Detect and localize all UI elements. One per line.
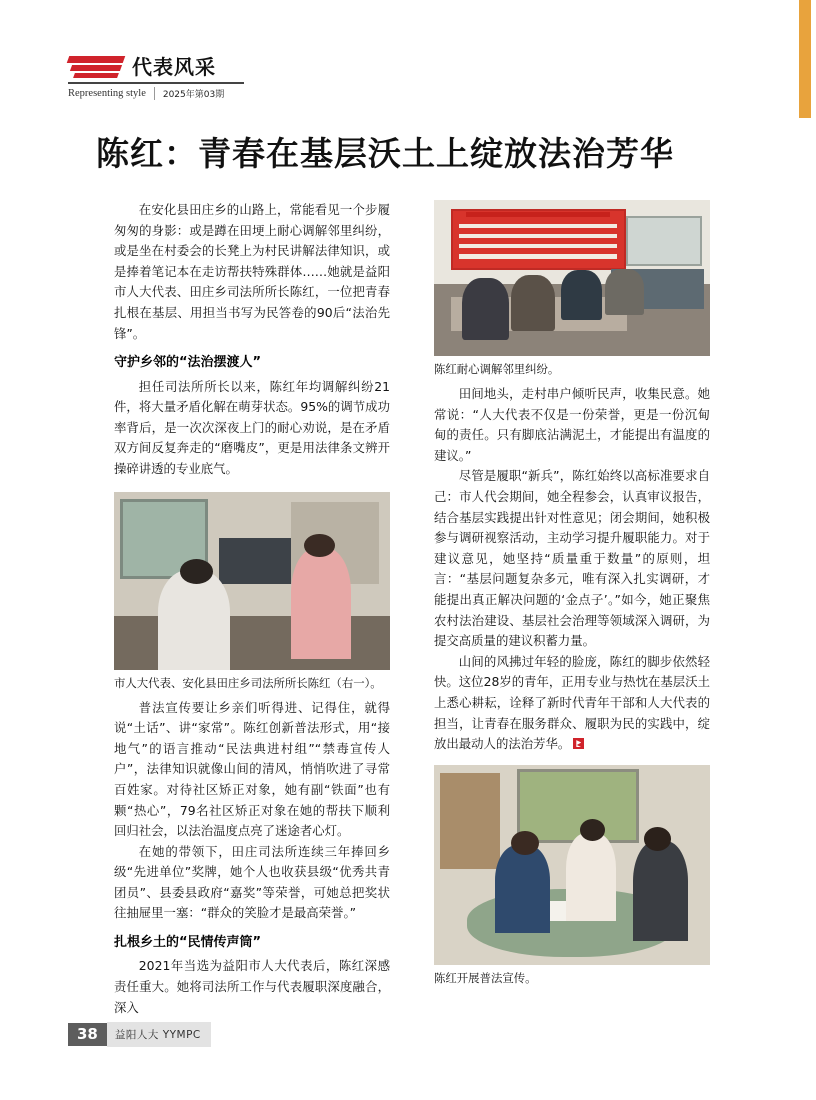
end-mark-icon [573, 738, 584, 749]
masthead-subline [68, 87, 248, 100]
photo-legal-publicity [434, 765, 710, 965]
subheading: 扎根乡土的“民情传声筒” [114, 935, 262, 951]
paragraph: 担任司法所所长以来，陈红年均调解纠纷21件，将大量矛盾化解在萌芽状态。95%的调节成功率背后，是一次次深夜上门的耐心劝说，是在矛盾双方间反复奔走的“磨嘴皮”，更是用法律条文辨开操碎讲透的专业底气。 [114, 378, 390, 476]
paragraph: 在安化县田庄乡的山路上，常能看见一个步履匆匆的身影：或是蹲在田埂上耐心调解邻里纠纷，或是坐在村委会的长凳上为村民讲解法律知识，或是捧着笔记本在走访帮扶特殊群体……她就是益阳市人大代表、田庄乡司法所所长陈红，一位把青春扎根在基层、用担当书写为民答卷的90后“法治先锋”。 [114, 202, 390, 341]
page-title: 陈红：青春在基层沃土上绽放法治芳华 [96, 134, 674, 173]
left-column [114, 200, 390, 1018]
masthead-title-en: Representing style [68, 88, 146, 99]
photo-office [114, 492, 390, 670]
masthead-issue: 2025年第03期 [154, 87, 224, 100]
red-flag-icon [68, 56, 124, 78]
paragraph: 普法宣传要让乡亲们听得进、记得住，就得说“土话”、讲“家常”。陈红创新普法形式，用“接地气”的语言推动“民法典进村组”“禁毒宣传人户”，法律知识就像山间的清风，悄悄吹进了寻常百姓家。对待社区矫正对象，她有副“铁面”也有颗“热心”，79名社区矫正对象在她的帮扶下顺利回归社会，以法治温度点亮了迷途者心灯。 [114, 699, 390, 839]
photo-meeting-caption: 陈红耐心调解邻里纠纷。 [434, 362, 560, 376]
paragraph-text: 山间的风拂过年轻的脸庞，陈红的脚步依然轻快。这位28岁的青年，正用专业与热忱在基层沃土上悉心耕耘，诠释了新时代青年干部和人大代表的担当，让青春在服务群众、履职为民的实践中，绽放出最动人的法治芳华。 [434, 653, 710, 752]
right-column [434, 200, 710, 993]
footer [68, 1022, 211, 1047]
publication-name: 益阳人大 YYMPC [107, 1022, 211, 1047]
photo-office-caption: 市人大代表、安化县田庄乡司法所所长陈红（右一）。 [114, 675, 382, 690]
masthead-title-cn: 代表风采 [132, 55, 216, 79]
photo-meeting [434, 200, 710, 356]
subheading: 守护乡邻的“法治摆渡人” [114, 355, 262, 371]
paragraph: 2021年当选为益阳市人大代表后，陈红深感责任重大。她将司法所工作与代表履职深度融合，深入 [114, 958, 390, 1015]
paragraph: 在她的带领下，田庄司法所连续三年捧回乡级“先进单位”奖牌，她个人也收获县级“优秀共青团员”、县委县政府“嘉奖”等荣誉，可她总把奖状往抽屉里一塞：“群众的笑脸才是最高荣誉。” [114, 843, 390, 921]
masthead-top [68, 52, 248, 78]
page-edge-bar [794, 0, 816, 1100]
paragraph: 尽管是履职“新兵”，陈红始终以高标准要求自己：市人代会期间，她全程参会，认真审议报告，结合基层实践提出针对性意见；闭会期间，她积极参与调研视察活动，主动学习提升履职能力。对于建议意见，她坚持“质量重于数量”的原则，坦言：“基层问题复杂多元，唯有深入扎实调研，才能提出真正解决问题的‘金点子’。”如今，她正聚焦农村法治建设、基层社会治理等领域深入调研，为提交高质量的建议积蓄力量。 [434, 468, 710, 649]
photo-legal-publicity-caption: 陈红开展普法宣传。 [434, 970, 537, 985]
masthead-divider [68, 82, 244, 84]
paragraph-with-endmark [434, 652, 710, 755]
paragraph: 田间地头，走村串户倾听民声，收集民意。她常说：“人大代表不仅是一份荣誉，更是一份沉甸甸的责任。只有脚底沾满泥土，才能提出有温度的建议。” [434, 386, 710, 463]
page-number: 38 [68, 1023, 107, 1046]
orange-tab-marker [799, 0, 811, 118]
masthead [68, 52, 248, 100]
